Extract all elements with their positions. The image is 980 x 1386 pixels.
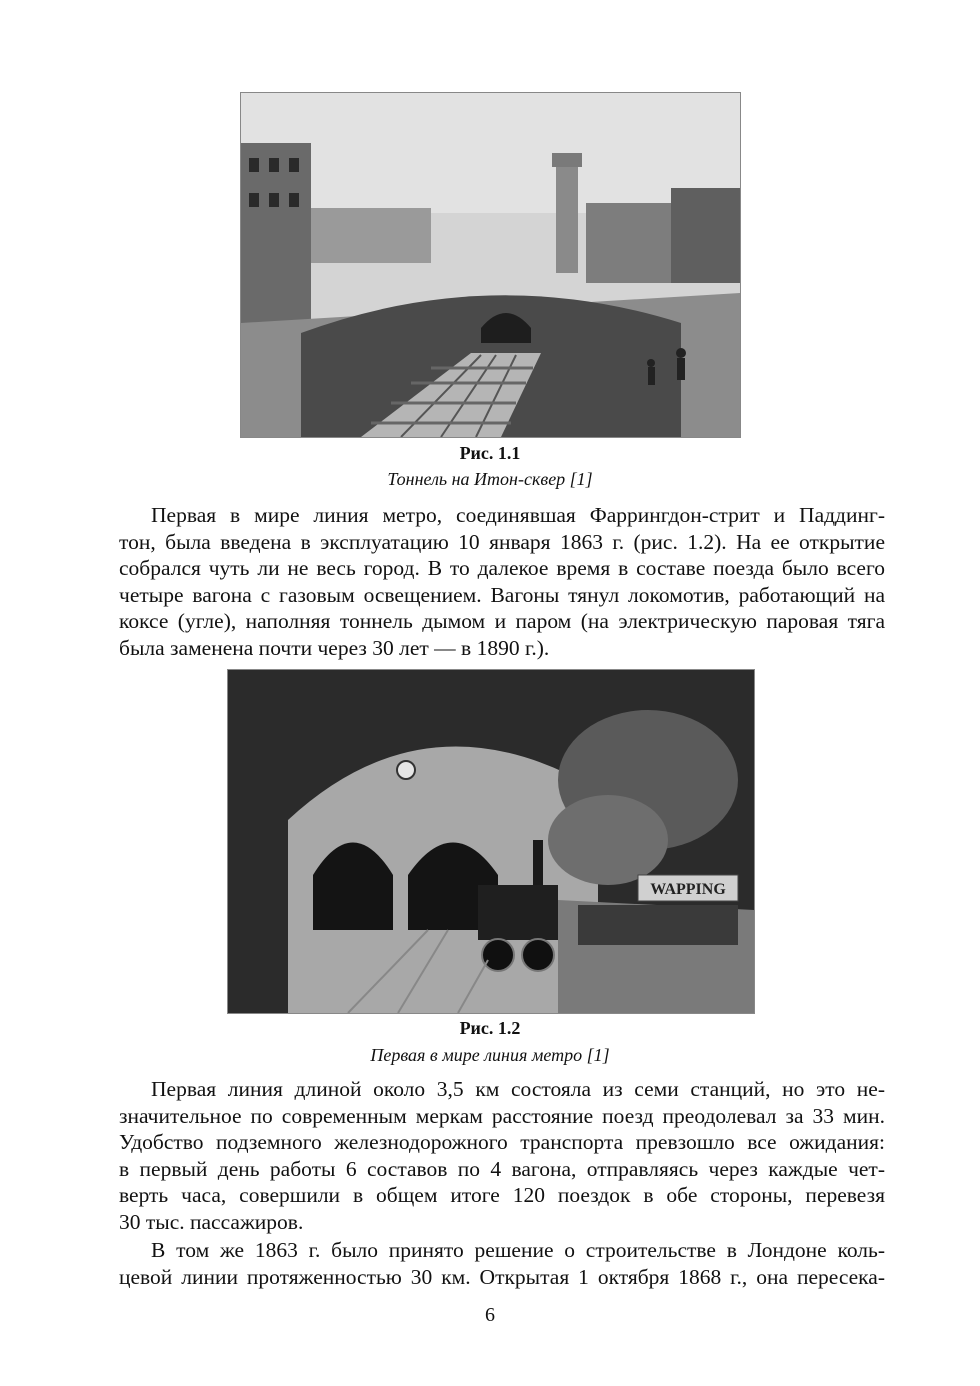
figure-1-label: Рис. 1.1 <box>459 443 521 463</box>
paragraph-2-line: Первая линия длиной около 3,5 км состояла из семи станций, но это не- <box>151 1077 885 1101</box>
paragraph-1-line: собрался чуть ли не весь город. В то далекое время в составе поезда было всего <box>119 556 885 581</box>
paragraph-2-line: верть часа, совершили в общем итоге 120 поездок в обе стороны, перевезя <box>119 1183 885 1208</box>
station-sign-text: WAPPING <box>650 881 726 898</box>
paragraph-2-line: в первый день работы 6 составов по 4 вагона, отправляясь через каждые чет- <box>119 1156 885 1181</box>
paragraph-3-line: В том же 1863 г. было принято решение о строительстве в Лондоне коль- <box>151 1238 885 1262</box>
page-number: 6 <box>485 1304 495 1326</box>
paragraph-2 <box>119 1076 885 1236</box>
figure-2-label: Рис. 1.2 <box>459 1018 521 1038</box>
figure-2-caption: Первая в мире линия метро [1] <box>370 1045 610 1065</box>
paragraph-1-line: Первая в мире линия метро, соединявшая Фаррингдон-стрит и Паддинг- <box>151 503 885 527</box>
paragraph-1-line: четыре вагона с газовым освещением. Вагоны тянул локомотив, работающий на <box>119 582 885 607</box>
paragraph-3 <box>119 1237 885 1290</box>
figure-1-image <box>240 92 741 438</box>
paragraph-1-line: была заменена почти через 30 лет — в 1890 г.). <box>119 635 550 660</box>
paragraph-2-line: Удобство подземного железнодорожного транспорта превзошло все ожидания: <box>119 1130 885 1155</box>
figure-1-caption: Тоннель на Итон-сквер [1] <box>387 469 593 489</box>
paragraph-1 <box>119 502 885 662</box>
figure-2-image <box>227 669 755 1014</box>
paragraph-1-line: тон, была введена в эксплуатацию 10 января 1863 г. (рис. 1.2). На ее открытие <box>119 529 885 554</box>
paragraph-2-line: значительное по современным меркам расстояние поезд преодолевал за 33 мин. <box>119 1103 885 1128</box>
paragraph-3-line: цевой линии протяженностью 30 км. Открытая 1 октября 1868 г., она пересека- <box>119 1264 885 1289</box>
paragraph-2-line: 30 тыс. пассажиров. <box>119 1209 304 1234</box>
paragraph-1-line: коксе (угле), наполняя тоннель дымом и паром (на электрическую паровая тяга <box>119 609 885 634</box>
